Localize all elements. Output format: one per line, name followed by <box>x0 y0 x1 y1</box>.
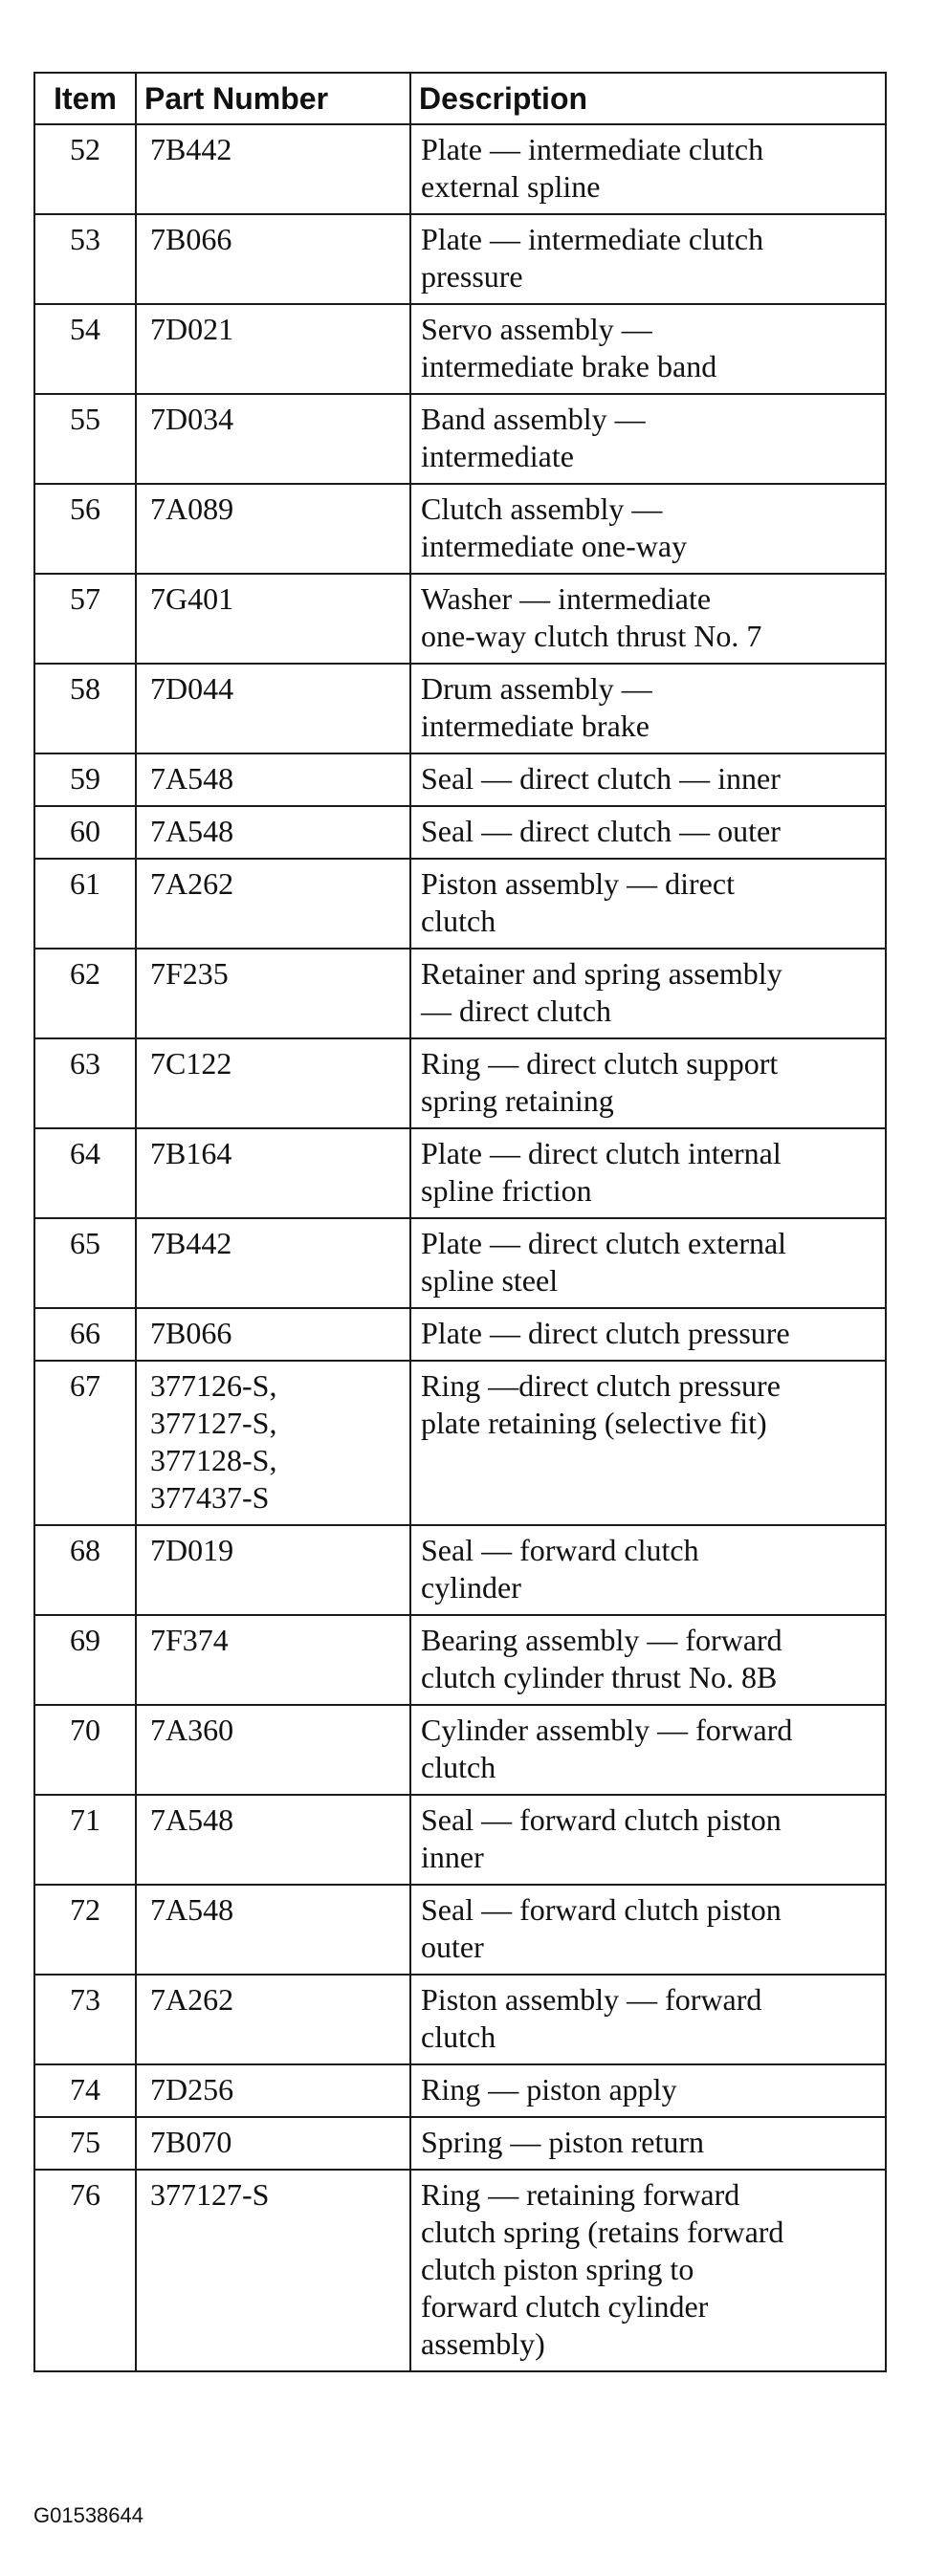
part-number <box>136 2064 410 2117</box>
description-text: Plate — direct clutch internal spline friction <box>421 1136 782 1208</box>
table-row <box>34 214 886 304</box>
item-number: 61 <box>34 859 136 949</box>
table-row <box>34 1975 886 2064</box>
item-number: 76 <box>34 2170 136 2371</box>
description <box>410 1128 886 1218</box>
description <box>410 1885 886 1975</box>
description-text: Plate — intermediate clutch pressure <box>421 222 764 294</box>
table-header <box>34 73 886 124</box>
part-number-text: 7A262 <box>150 1982 234 2017</box>
part-number <box>136 2117 410 2170</box>
description-text: Bearing assembly — forward clutch cylinder thrust No. 8B <box>421 1623 782 1694</box>
description-text: Washer — intermediate one-way clutch thrust No. 7 <box>421 581 762 653</box>
item-number: 55 <box>34 394 136 484</box>
table-row <box>34 2117 886 2170</box>
parts-table <box>33 72 887 2372</box>
description <box>410 1705 886 1795</box>
description-text: Plate — direct clutch pressure <box>421 1316 790 1350</box>
item-number: 73 <box>34 1975 136 2064</box>
part-number <box>136 484 410 574</box>
item-number: 72 <box>34 1885 136 1975</box>
table-body <box>34 124 886 2371</box>
table-row <box>34 1038 886 1128</box>
part-number-text: 7A262 <box>150 866 234 901</box>
part-number <box>136 1128 410 1218</box>
part-number <box>136 214 410 304</box>
part-number-text: 7A548 <box>150 761 234 796</box>
description-text: Band assembly — intermediate <box>421 402 646 473</box>
item-number: 70 <box>34 1705 136 1795</box>
description-text: Piston assembly — forward clutch <box>421 1982 762 2054</box>
item-number: 64 <box>34 1128 136 1218</box>
part-number-text: 7D044 <box>150 671 234 706</box>
item-number: 59 <box>34 753 136 806</box>
table-row <box>34 2064 886 2117</box>
part-number <box>136 1308 410 1361</box>
description-text: Drum assembly — intermediate brake <box>421 671 652 743</box>
table-row <box>34 1795 886 1885</box>
description-text: Ring — piston apply <box>421 2072 677 2107</box>
description <box>410 394 886 484</box>
part-number <box>136 1525 410 1615</box>
item-number: 57 <box>34 574 136 664</box>
table-row <box>34 753 886 806</box>
description <box>410 124 886 214</box>
table-row <box>34 664 886 753</box>
description-text: Plate — intermediate clutch external spline <box>421 132 764 204</box>
part-number-text: 7A089 <box>150 491 234 526</box>
header-row <box>34 73 886 124</box>
part-number-text: 7F235 <box>150 956 229 991</box>
part-number <box>136 1361 410 1525</box>
description <box>410 484 886 574</box>
description <box>410 949 886 1038</box>
table-row <box>34 1308 886 1361</box>
table-row <box>34 574 886 664</box>
item-number: 58 <box>34 664 136 753</box>
description <box>410 1038 886 1128</box>
table-row <box>34 806 886 859</box>
item-number: 53 <box>34 214 136 304</box>
part-number-text: 7D021 <box>150 312 234 346</box>
description <box>410 859 886 949</box>
table-row <box>34 949 886 1038</box>
part-number <box>136 1038 410 1128</box>
part-number-text: 7A548 <box>150 1802 234 1837</box>
part-number <box>136 1885 410 1975</box>
part-number-text: 7B070 <box>150 2125 232 2159</box>
part-number-text: 7D256 <box>150 2072 234 2107</box>
part-number <box>136 1795 410 1885</box>
part-number <box>136 1615 410 1705</box>
header-description: Description <box>410 73 886 124</box>
part-number-text: 7B066 <box>150 222 232 256</box>
part-number <box>136 753 410 806</box>
part-number-text: 377126-S, 377127-S, 377128-S, 377437-S <box>150 1368 277 1515</box>
description <box>410 1218 886 1308</box>
part-number <box>136 1975 410 2064</box>
part-number <box>136 859 410 949</box>
table-row <box>34 304 886 394</box>
item-number: 71 <box>34 1795 136 1885</box>
item-number: 54 <box>34 304 136 394</box>
item-number: 75 <box>34 2117 136 2170</box>
part-number <box>136 664 410 753</box>
table-row <box>34 1525 886 1615</box>
description <box>410 806 886 859</box>
item-number: 52 <box>34 124 136 214</box>
description-text: Ring — direct clutch support spring retaining <box>421 1046 779 1118</box>
part-number <box>136 1705 410 1795</box>
table-row <box>34 1361 886 1525</box>
table-row <box>34 1218 886 1308</box>
table-row <box>34 484 886 574</box>
description <box>410 753 886 806</box>
table-row <box>34 124 886 214</box>
item-number: 66 <box>34 1308 136 1361</box>
description-text: Seal — direct clutch — inner <box>421 761 781 796</box>
part-number-text: 7B442 <box>150 132 232 166</box>
table-row <box>34 2170 886 2371</box>
item-number: 69 <box>34 1615 136 1705</box>
item-number: 56 <box>34 484 136 574</box>
part-number <box>136 304 410 394</box>
part-number-text: 7D019 <box>150 1533 234 1567</box>
description-text: Spring — piston return <box>421 2125 704 2159</box>
description-text: Clutch assembly — intermediate one-way <box>421 491 688 563</box>
item-number: 74 <box>34 2064 136 2117</box>
part-number-text: 7D034 <box>150 402 234 436</box>
part-number-text: 7A360 <box>150 1713 234 1747</box>
part-number <box>136 2170 410 2371</box>
part-number-text: 7C122 <box>150 1046 232 1081</box>
description-text: Seal — direct clutch — outer <box>421 814 781 848</box>
description <box>410 214 886 304</box>
item-number: 63 <box>34 1038 136 1128</box>
description <box>410 304 886 394</box>
description <box>410 2170 886 2371</box>
item-number: 68 <box>34 1525 136 1615</box>
table-row <box>34 859 886 949</box>
description-text: Piston assembly — direct clutch <box>421 866 735 938</box>
part-number <box>136 806 410 859</box>
description-text: Seal — forward clutch piston inner <box>421 1802 782 1874</box>
description <box>410 1361 886 1525</box>
description-text: Cylinder assembly — forward clutch <box>421 1713 793 1784</box>
description <box>410 1795 886 1885</box>
description-text: Servo assembly — intermediate brake band <box>421 312 717 383</box>
description <box>410 664 886 753</box>
part-number-text: 7A548 <box>150 814 234 848</box>
description <box>410 2117 886 2170</box>
description-text: Retainer and spring assembly — direct clutch <box>421 956 782 1028</box>
part-number-text: 377127-S <box>150 2177 270 2212</box>
description <box>410 1615 886 1705</box>
description-text: Seal — forward clutch cylinder <box>421 1533 699 1605</box>
description-text: Ring — retaining forward clutch spring (retains forward clutch piston spring to forward clutch cylinder assembly) <box>421 2177 784 2361</box>
part-number-text: 7G401 <box>150 581 234 616</box>
description-text: Ring —direct clutch pressure plate retaining (selective fit) <box>421 1368 781 1440</box>
item-number: 67 <box>34 1361 136 1525</box>
part-number <box>136 394 410 484</box>
description <box>410 1308 886 1361</box>
description-text: Plate — direct clutch external spline steel <box>421 1226 787 1298</box>
table-row <box>34 1615 886 1705</box>
table-row <box>34 1705 886 1795</box>
table-row <box>34 394 886 484</box>
table-row <box>34 1128 886 1218</box>
description <box>410 1975 886 2064</box>
part-number <box>136 1218 410 1308</box>
item-number: 62 <box>34 949 136 1038</box>
header-part-number: Part Number <box>136 73 410 124</box>
item-number: 60 <box>34 806 136 859</box>
part-number <box>136 124 410 214</box>
part-number-text: 7A548 <box>150 1892 234 1927</box>
description-text: Seal — forward clutch piston outer <box>421 1892 782 1964</box>
part-number-text: 7B164 <box>150 1136 232 1170</box>
description <box>410 574 886 664</box>
part-number <box>136 949 410 1038</box>
part-number-text: 7B442 <box>150 1226 232 1260</box>
header-item: Item <box>34 73 136 124</box>
part-number-text: 7F374 <box>150 1623 229 1657</box>
part-number-text: 7B066 <box>150 1316 232 1350</box>
table-row <box>34 1885 886 1975</box>
item-number: 65 <box>34 1218 136 1308</box>
figure-id: G01538644 <box>33 2503 143 2527</box>
description <box>410 1525 886 1615</box>
description <box>410 2064 886 2117</box>
part-number <box>136 574 410 664</box>
